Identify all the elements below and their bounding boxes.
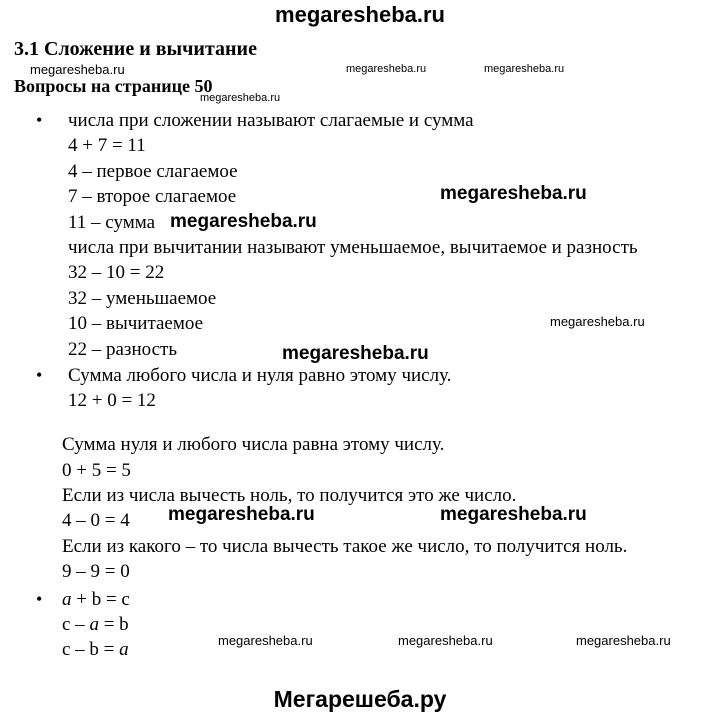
watermark: megaresheba.ru bbox=[30, 62, 125, 77]
formula-text: = b bbox=[98, 614, 129, 635]
section-title: 3.1 Сложение и вычитание bbox=[14, 38, 257, 60]
text-line: 11 – сумма bbox=[68, 212, 156, 233]
formula-line bbox=[62, 589, 130, 611]
formula-line bbox=[62, 614, 129, 636]
text-line: числа при вычитании называют уменьшаемое, вычитаемое и разность bbox=[68, 237, 638, 258]
bullet: • bbox=[36, 365, 43, 385]
formula-text: + b = c bbox=[71, 589, 130, 610]
text-line: Если из числа вычесть ноль, то получится это же число. bbox=[62, 485, 517, 506]
var-a: a bbox=[119, 639, 129, 660]
watermark: megaresheba.ru bbox=[200, 92, 281, 104]
watermark: megaresheba.ru bbox=[440, 183, 587, 204]
subheading: Вопросы на странице 50 bbox=[14, 76, 213, 96]
text-line: 32 – 10 = 22 bbox=[68, 262, 165, 283]
watermark: megaresheba.ru bbox=[218, 633, 313, 648]
watermark: megaresheba.ru bbox=[398, 633, 493, 648]
text-line: Сумма любого числа и нуля равно этому числу. bbox=[68, 365, 452, 386]
watermark: megaresheba.ru bbox=[346, 63, 427, 75]
var-a: a bbox=[89, 614, 99, 635]
watermark: megaresheba.ru bbox=[440, 504, 587, 525]
watermark: megaresheba.ru bbox=[168, 504, 315, 525]
text-line: 12 + 0 = 12 bbox=[68, 390, 156, 411]
bullet: • bbox=[36, 589, 43, 609]
text-line: 4 – первое слагаемое bbox=[68, 161, 238, 182]
text-line: 22 – разность bbox=[68, 339, 177, 360]
site-footer: Мегарешеба.ру bbox=[273, 686, 447, 712]
text-line: 10 – вычитаемое bbox=[68, 313, 204, 334]
text-line: 4 + 7 = 11 bbox=[68, 135, 146, 156]
text-line: 32 – уменьшаемое bbox=[68, 288, 217, 309]
watermark: megaresheba.ru bbox=[170, 211, 317, 232]
site-header: megaresheba.ru bbox=[275, 2, 445, 27]
text-line: 7 – второе слагаемое bbox=[68, 186, 237, 207]
text-line: числа при сложении называют слагаемые и сумма bbox=[68, 110, 474, 131]
text-line: Если из какого – то числа вычесть такое же число, то получится ноль. bbox=[62, 536, 628, 557]
text-line: 4 – 0 = 4 bbox=[62, 510, 130, 531]
text-line: 9 – 9 = 0 bbox=[62, 561, 130, 582]
formula-text: c – b = bbox=[62, 639, 120, 660]
text-line: 0 + 5 = 5 bbox=[62, 460, 131, 481]
bullet: • bbox=[36, 110, 43, 130]
text-line: Сумма нуля и любого числа равна этому числу. bbox=[62, 434, 445, 455]
watermark: megaresheba.ru bbox=[576, 633, 671, 648]
formula-text: c – bbox=[62, 614, 90, 635]
watermark: megaresheba.ru bbox=[550, 314, 645, 329]
formula-line bbox=[62, 639, 129, 661]
watermark: megaresheba.ru bbox=[282, 343, 429, 364]
var-a: a bbox=[62, 589, 72, 610]
watermark: megaresheba.ru bbox=[484, 63, 565, 75]
